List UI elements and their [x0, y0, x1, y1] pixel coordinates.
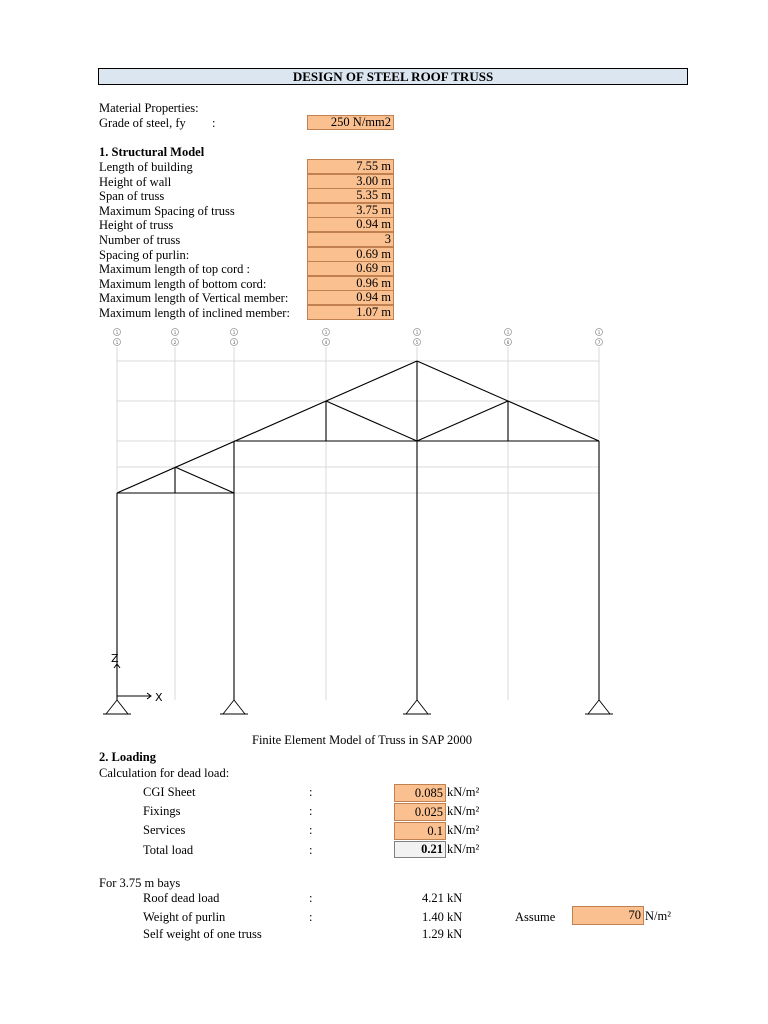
- grid-label-top-5: 1: [415, 330, 419, 335]
- structural-row-value-cell[interactable]: 5.35 m: [307, 188, 394, 203]
- structural-model-heading: 1. Structural Model: [99, 145, 205, 159]
- grid-marker-2: [172, 329, 179, 346]
- axis-z-label: Z: [111, 652, 119, 665]
- structural-row-label: Length of building: [99, 160, 193, 174]
- structural-row-value-cell[interactable]: 3.00 m: [307, 174, 394, 189]
- dead-load-item-unit: kN/m²: [447, 804, 480, 818]
- structural-row-value-cell[interactable]: 3.75 m: [307, 203, 394, 218]
- figure-caption: Finite Element Model of Truss in SAP 2000: [252, 733, 473, 747]
- dead-load-item-label: Fixings: [143, 804, 181, 818]
- grid-label-top-3: 1: [232, 330, 236, 335]
- roof-dead-load-value: 4.21 kN: [422, 891, 463, 905]
- purlin-weight-colon: :: [309, 910, 313, 924]
- grid-label-top-7: 1: [597, 330, 601, 335]
- grade-label: Grade of steel, fy: [99, 116, 186, 130]
- dead-load-item-colon: :: [309, 785, 313, 799]
- dead-load-item-colon: :: [309, 804, 313, 818]
- grid-marker-1: [114, 329, 121, 346]
- pin-support-icon: [403, 700, 431, 714]
- structural-row-label: Maximum length of bottom cord:: [99, 277, 267, 291]
- structural-row-label: Maximum Spacing of truss: [99, 204, 235, 218]
- structural-row-value-cell[interactable]: 0.94 m: [307, 217, 394, 232]
- dead-load-item-cell[interactable]: 0.025: [394, 803, 446, 821]
- structural-row-label: Spacing of purlin:: [99, 248, 190, 262]
- structural-row-label: Height of wall: [99, 175, 172, 189]
- dead-load-item-label: CGI Sheet: [143, 785, 196, 799]
- grid-marker-6: [505, 329, 512, 346]
- structural-row-value-cell[interactable]: 1.07 m: [307, 305, 394, 320]
- assume-label: Assume: [515, 910, 556, 924]
- self-weight-label: Self weight of one truss: [143, 927, 262, 941]
- truss-members: [117, 361, 599, 700]
- dead-load-item-unit: kN/m²: [447, 785, 480, 799]
- grid-label-bottom-1: 1: [115, 340, 119, 345]
- axis-x-label: X: [155, 691, 163, 704]
- assume-value-cell[interactable]: 70: [572, 906, 644, 925]
- dead-load-item-colon: :: [309, 823, 313, 837]
- support-icons: [103, 700, 613, 714]
- grid-label-top-2: 1: [173, 330, 177, 335]
- dead-load-item-cell[interactable]: 0.085: [394, 784, 446, 802]
- dead-load-item-cell[interactable]: 0.1: [394, 822, 446, 840]
- structural-row-value-cell[interactable]: 3: [307, 232, 394, 247]
- total-load-cell[interactable]: 0.21: [394, 841, 446, 858]
- roof-dead-load-colon: :: [309, 891, 313, 905]
- structural-row-label: Maximum length of inclined member:: [99, 306, 290, 320]
- dead-load-subheading: Calculation for dead load:: [99, 766, 230, 780]
- bays-heading: For 3.75 m bays: [99, 876, 181, 890]
- grid-label-bottom-2: 2: [173, 340, 177, 345]
- structural-row-value-cell[interactable]: 0.96 m: [307, 276, 394, 291]
- grid-label-top-6: 1: [506, 330, 510, 335]
- structural-row-value-cell[interactable]: 7.55 m: [307, 159, 394, 174]
- grid-label-bottom-4: 4: [324, 340, 328, 345]
- grid-label-top-1: 1: [115, 330, 119, 335]
- page-title: DESIGN OF STEEL ROOF TRUSS: [98, 68, 688, 85]
- total-load-label: Total load: [143, 843, 194, 857]
- structural-row-value-cell[interactable]: 0.94 m: [307, 290, 394, 305]
- pin-support-icon: [585, 700, 613, 714]
- roof-dead-load-label: Roof dead load: [143, 891, 220, 905]
- grid-label-bottom-5: 5: [415, 340, 419, 345]
- purlin-weight-label: Weight of purlin: [143, 910, 226, 924]
- grid-label-top-4: 1: [324, 330, 328, 335]
- grade-value-cell[interactable]: 250 N/mm2: [307, 115, 394, 130]
- grid-lines: [117, 347, 599, 700]
- pin-support-icon: [103, 700, 131, 714]
- material-heading: Material Properties:: [99, 101, 199, 115]
- grade-colon: :: [212, 116, 216, 130]
- structural-row-label: Span of truss: [99, 189, 165, 203]
- purlin-weight-value: 1.40 kN: [422, 910, 463, 924]
- grid-label-bottom-7: 7: [597, 340, 601, 345]
- grid-marker-5: [414, 329, 421, 346]
- grid-label-bottom-3: 3: [232, 340, 236, 345]
- grid-marker-4: [323, 329, 330, 346]
- total-load-colon: :: [309, 843, 313, 857]
- axis-triad-icon: [114, 664, 151, 699]
- dead-load-item-unit: kN/m²: [447, 823, 480, 837]
- structural-row-value-cell[interactable]: 0.69 m: [307, 247, 394, 262]
- pin-support-icon: [220, 700, 248, 714]
- grid-marker-3: [231, 329, 238, 346]
- loading-heading: 2. Loading: [99, 750, 156, 764]
- structural-row-label: Maximum length of top cord :: [99, 262, 251, 276]
- assume-unit: N/m²: [645, 909, 671, 923]
- dead-load-item-label: Services: [143, 823, 186, 837]
- grid-markers: [114, 329, 603, 346]
- structural-row-label: Height of truss: [99, 218, 174, 232]
- structural-row-value-cell[interactable]: 0.69 m: [307, 261, 394, 276]
- structural-row-label: Maximum length of Vertical member:: [99, 291, 289, 305]
- structural-row-label: Number of truss: [99, 233, 181, 247]
- self-weight-value: 1.29 kN: [422, 927, 463, 941]
- grid-label-bottom-6: 6: [506, 340, 510, 345]
- total-load-unit: kN/m²: [447, 842, 480, 856]
- grid-marker-7: [596, 329, 603, 346]
